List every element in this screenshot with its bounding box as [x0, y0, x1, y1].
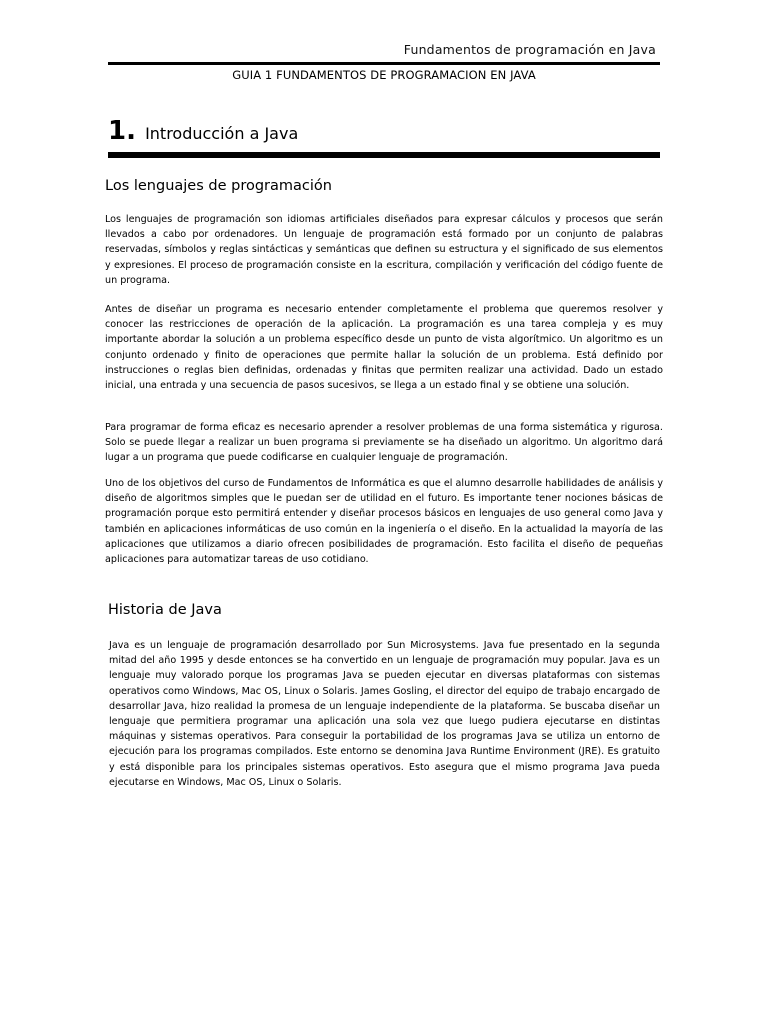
paragraph: Java es un lenguaje de programación desarrollado por Sun Microsystems. Java fue presentado en la segunda mitad del año 1995 y desde entonces se ha convertido en un lenguaje de programación muy popular. Java es un lenguaje muy valorado porque los programas Java se pueden ejecutar en diversas plataformas con sistemas operativos como Windows, Mac OS, Linux o Solaris. James Gosling, el director del equipo de trabajo encargado de desarrollar Java, hizo realidad la promesa de un lenguaje independiente de la plataforma. Se buscaba diseñar un lenguaje que permitiera programar una aplicación una sola vez que luego pudiera ejecutarse en distintas máquinas y sistemas operativos. Para conseguir la portabilidad de los programas Java se utiliza un entorno de ejecución para los programas compilados. Este entorno se denomina Java Runtime Environment (JRE). Es gratuito y está disponible para los principales sistemas operativos. Esto asegura que el mismo programa Java pueda ejecutarse en Windows, Mac OS, Linux o Solaris.: [109, 640, 660, 788]
chapter-heading: [108, 116, 298, 146]
paragraph: Uno de los objetivos del curso de Fundamentos de Informática es que el alumno desarrolle habilidades de análisis y diseño de algoritmos simples que le puedan ser de utilidad en el futuro. Es importante tener nociones básicas de programación porque esto permitirá entender y diseñar procesos básicos en lenguajes de uso general como Java y también en aplicaciones informáticas de uso común en la ingeniería o el diseño. En la actualidad la mayoría de las aplicaciones que utilizamos a diario ofrecen posibilidades de programación. Esto facilita el diseño de pequeñas aplicaciones para automatizar tareas de uso cotidiano.: [105, 478, 663, 566]
chapter-rule: [108, 152, 660, 158]
section-heading-lenguajes: Los lenguajes de programación: [105, 178, 332, 194]
paragraph: Para programar de forma eficaz es necesario aprender a resolver problemas de una forma sistemática y rigurosa. Solo se puede llegar a realizar un buen programa si previamente se ha diseñado un algoritmo. Un algoritmo dará lugar a un programa que puede codificarse en cualquier lenguaje de programación.: [105, 422, 663, 464]
guide-title: GUIA 1 FUNDAMENTOS DE PROGRAMACION EN JAVA: [232, 68, 536, 82]
header-rule: [108, 62, 660, 65]
chapter-title: Introducción a Java: [145, 124, 299, 143]
section-heading-historia: Historia de Java: [108, 602, 222, 618]
chapter-number: 1.: [108, 116, 136, 146]
running-header: Fundamentos de programación en Java: [403, 42, 656, 57]
paragraph: Los lenguajes de programación son idiomas artificiales diseñados para expresar cálculos y procesos que serán llevados a cabo por ordenadores. Un lenguaje de programación está formado por un conjunto de palabras reservadas, símbolos y reglas sintácticas y semánticas que definen su estructura y el significado de sus elementos y expresiones. El proceso de programación consiste en la escritura, compilación y verificación del código fuente de un programa.: [105, 214, 663, 286]
paragraph: Antes de diseñar un programa es necesario entender completamente el problema que queremos resolver y conocer las restricciones de operación de la aplicación. La programación es una tarea compleja y es muy importante abordar la solución a un problema específico desde un punto de vista algorítmico. Un algoritmo es un conjunto ordenado y finito de operaciones que permite hallar la solución de un problema. Está definido por instrucciones o reglas bien definidas, ordenadas y finitas que permiten realizar una actividad. Dado un estado inicial, una entrada y una secuencia de pasos sucesivos, se llega a un estado final y se obtiene una solución.: [105, 304, 663, 392]
